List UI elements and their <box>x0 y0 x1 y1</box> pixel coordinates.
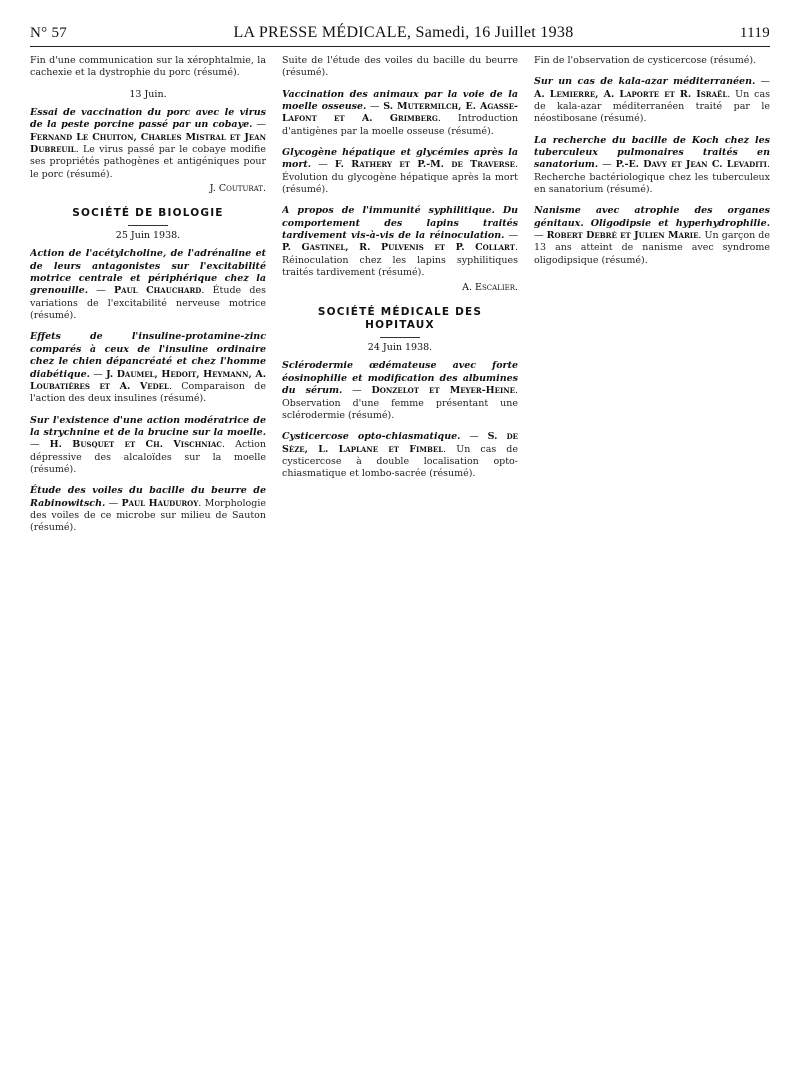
article-summary: Un garçon de 13 ans atteint de nanisme avec syndrome oligodipsique (résumé). <box>534 230 770 266</box>
article-cysticercosis: Cysticercose opto-chiasmatique. — S. de Sèze, L. Laplane et Fimbel. Un cas de cysticercose à double localisation opto-chiasmatique et lombo-sacrée (résumé). <box>282 431 518 480</box>
article-title: Essai de vaccination du porc avec le virus de la peste porcine passé par un cobaye. <box>30 107 266 131</box>
session-date: 24 Juin 1938. <box>367 342 433 354</box>
article-dwarfism: Nanisme avec atrophie des organes génitaux. Oligodipsie et hyperhydrophilie. — Robert Debré et Julien Marie. Un garçon de 13 ans atteint de nanisme avec syndrome oligodipsique (résumé). <box>534 205 770 266</box>
article-title: A propos de l'immunité syphilitique. Du comportement des lapins traités tardivement vis-à-vis de la réinoculation. <box>282 205 518 242</box>
article-butter-bacillus: Étude des voiles du bacille du beurre de Rabinowitsch. — Paul Hauduroy. Morphologie des voiles de ce microbe sur milieu de Sauton (résumé). <box>30 485 266 534</box>
session-date: 25 Juin 1938. <box>115 230 181 242</box>
article-acetylcholine: Action de l'acétylcholine, de l'adrénaline et de leurs antagonistes sur l'excitabilité motrice centrale et périphérique chez la grenouille. — Paul Chauchard. Étude des variations de l'excitabilité nerveuse motrice (résumé). <box>30 248 266 322</box>
article-authors: P.-E. Davy et Jean C. Levaditi <box>615 159 767 171</box>
article-title: Sur l'existence d'une action modératrice de la strychnine et de la brucine sur la moelle. <box>30 414 266 438</box>
heading-rule <box>128 225 168 226</box>
society-heading-biologie: SOCIÉTÉ DE BIOLOGIE <box>30 207 266 226</box>
article-swine-plague-vaccination: Essai de vaccination du porc avec le virus de la peste porcine passé par un cobaye. — Fernand Le Chuiton, Charles Mistral et Jean Dubreuil. Le virus passé par le cobaye modifie ses propriétés pathogènes et antigéniques pour le porc (résumé). J. Couturat. <box>30 107 266 195</box>
article-summary: Introduction d'antigènes par la moelle osseuse (résumé). <box>282 113 518 137</box>
article-strychnine-brucine: Sur l'existence d'une action modératrice de la strychnine et de la brucine sur la moelle. — H. Busquet et Ch. Vischniac. Action dépressive des alcaloïdes sur la moelle (résumé). <box>30 414 266 475</box>
article-authors: H. Busquet et Ch. Vischniac <box>49 439 222 451</box>
article-title: Glycogène hépatique et glycémies après la mort. <box>282 147 518 171</box>
continued-summary: Fin de l'observation de cysticercose (résumé). <box>534 55 757 66</box>
article-title: Nanisme avec atrophie des organes génitaux. Oligodipsie et hyperhydrophilie. <box>534 205 770 229</box>
article-authors: J. Daumel, Hedoit, Heymann, A. Loubatières et A. Vedel <box>30 368 266 392</box>
signature: A. Escalier. <box>462 281 518 293</box>
column-3 <box>534 55 770 1075</box>
article-insulin-protamine-zinc: Effets de l'insuline-protamine-zinc comparés à ceux de l'insuline ordinaire chez le chien dépancréaté et chez l'homme diabétique. — J. Daumel, Hedoit, Heymann, A. Loubatières et A. Vedel. Comparaison de l'action des deux insulines (résumé). <box>30 331 266 405</box>
continued-summary: Suite de l'étude des voiles du bacille du beurre (résumé). <box>282 55 518 79</box>
article-summary: Recherche bactériologique chez les tuberculeux en sanatorium (résumé). <box>534 171 770 196</box>
publication-title: LA PRESSE MÉDICALE, Samedi, 16 Juillet 1938 <box>233 24 574 41</box>
article-authors: A. Lemierre, A. Laporte et R. Israël <box>534 88 728 100</box>
article-title: Cysticercose opto-chiasmatique. <box>282 431 461 443</box>
article-summary: Morphologie des voiles de ce microbe sur milieu de Sauton (résumé). <box>30 497 266 534</box>
article-summary: Étude des variations de l'excitabilité nerveuse motrice (résumé). <box>30 285 266 322</box>
article-hepatic-glycogen: Glycogène hépatique et glycémies après la mort. — F. Rathery et P.-M. de Traverse. Évolution du glycogène hépatique après la mort (résumé). <box>282 147 518 196</box>
column-1 <box>30 55 266 1075</box>
signature: J. Couturat. <box>209 183 266 195</box>
article-authors: Paul Chauchard <box>114 285 202 297</box>
article-authors: Donzelot et Meyer-Heine <box>371 385 515 397</box>
heading-rule <box>380 337 420 338</box>
article-title: Sclérodermie œdémateuse avec forte éosinophilie et modification des albumines du sérum. <box>282 360 518 397</box>
article-koch-bacillus: La recherche du bacille de Koch chez les tuberculeux pulmonaires traités en sanatorium. — P.-E. Davy et Jean C. Levaditi. Recherche bactériologique chez les tuberculeux en sanatorium (résumé). <box>534 134 770 196</box>
society-heading-hopitaux: SOCIÉTÉ MÉDICALE DES HOPITAUX <box>282 306 518 338</box>
article-kala-azar: Sur un cas de kala-azar méditerranéen. — A. Lemierre, A. Laporte et R. Israël. Un cas de kala-azar méditerranéen traité par le néostibosane (résumé). <box>534 76 770 125</box>
article-authors: Robert Debré et Julien Marie <box>546 230 699 242</box>
article-authors: S. Mutermilch, E. Agasse-Lafont et A. Grimberg <box>282 101 518 125</box>
article-scleroderma: Sclérodermie œdémateuse avec forte éosinophilie et modification des albumines du sérum. — Donzelot et Meyer-Heine. Observation d'une femme présentant une sclérodermie (résumé). <box>282 360 518 421</box>
article-authors: F. Rathery et P.-M. de Traverse <box>334 159 515 171</box>
article-bone-marrow-vaccination: Vaccination des animaux par la voie de la moelle osseuse. — S. Mutermilch, E. Agasse-Lafont et A. Grimberg. Introduction d'antigènes par la moelle osseuse (résumé). <box>282 88 518 137</box>
article-summary: Comparaison de l'action des deux insulines (résumé). <box>30 380 266 405</box>
article-syphilitic-immunity: A propos de l'immunité syphilitique. Du comportement des lapins traités tardivement vis-à-vis de la réinoculation. — P. Gastinel, R. Pulvenis et P. Collart. Réinoculation chez les lapins syphilitiques traités tardivement (résumé). A. Escalier. <box>282 205 518 293</box>
column-2 <box>282 55 518 1075</box>
article-title: Sur un cas de kala-azar méditerranéen. <box>534 76 756 88</box>
continued-summary: Fin d'une communication sur la xérophtalmie, la cachexie et la dystrophie du porc (résumé). <box>30 55 266 79</box>
article-authors: S. de Sèze, L. Laplane et Fimbel <box>282 431 518 455</box>
issue-number: N° 57 <box>30 25 68 41</box>
article-summary: Un cas de kala-azar méditerranéen traité par le néostibosane (résumé). <box>534 88 770 125</box>
article-authors: Fernand Le Chuiton, Charles Mistral et Jean Dubreuil <box>30 131 266 156</box>
article-title: Vaccination des animaux par la voie de la moelle osseuse. <box>282 88 518 113</box>
article-summary: Le virus passé par le cobaye modifie ses propriétés pathogènes et antigéniques pour le porc (résumé). <box>30 144 266 180</box>
article-summary: Évolution du glycogène hépatique après la mort (résumé). <box>282 171 518 196</box>
article-summary: Observation d'une femme présentant une sclérodermie (résumé). <box>282 397 518 421</box>
session-date: 13 Juin. <box>129 88 167 100</box>
page-number: 1119 <box>739 25 770 41</box>
article-title: La recherche du bacille de Koch chez les tuberculeux pulmonaires traités en sanatorium. <box>534 134 770 171</box>
article-authors: Paul Hauduroy <box>121 497 199 509</box>
article-authors: P. Gastinel, R. Pulvenis et P. Collart <box>282 242 515 254</box>
article-title: Action de l'acétylcholine, de l'adrénaline et de leurs antagonistes sur l'excitabilité motrice centrale et périphérique chez la grenouille. <box>30 248 266 297</box>
article-summary: Un cas de cysticercose à double localisation opto-chiasmatique et lombo-sacrée (résumé). <box>282 443 518 480</box>
article-summary: Action dépressive des alcaloïdes sur la moelle (résumé). <box>30 439 266 475</box>
article-title: Effets de l'insuline-protamine-zinc comparés à ceux de l'insuline ordinaire chez le chien dépancréaté et chez l'homme diabétique. <box>30 331 266 380</box>
article-columns <box>30 55 770 1075</box>
masthead <box>30 24 770 47</box>
article-title: Étude des voiles du bacille du beurre de Rabinowitsch. <box>30 485 266 509</box>
article-summary: Réinoculation chez les lapins syphilitiques traités tardivement (résumé). <box>282 254 518 279</box>
